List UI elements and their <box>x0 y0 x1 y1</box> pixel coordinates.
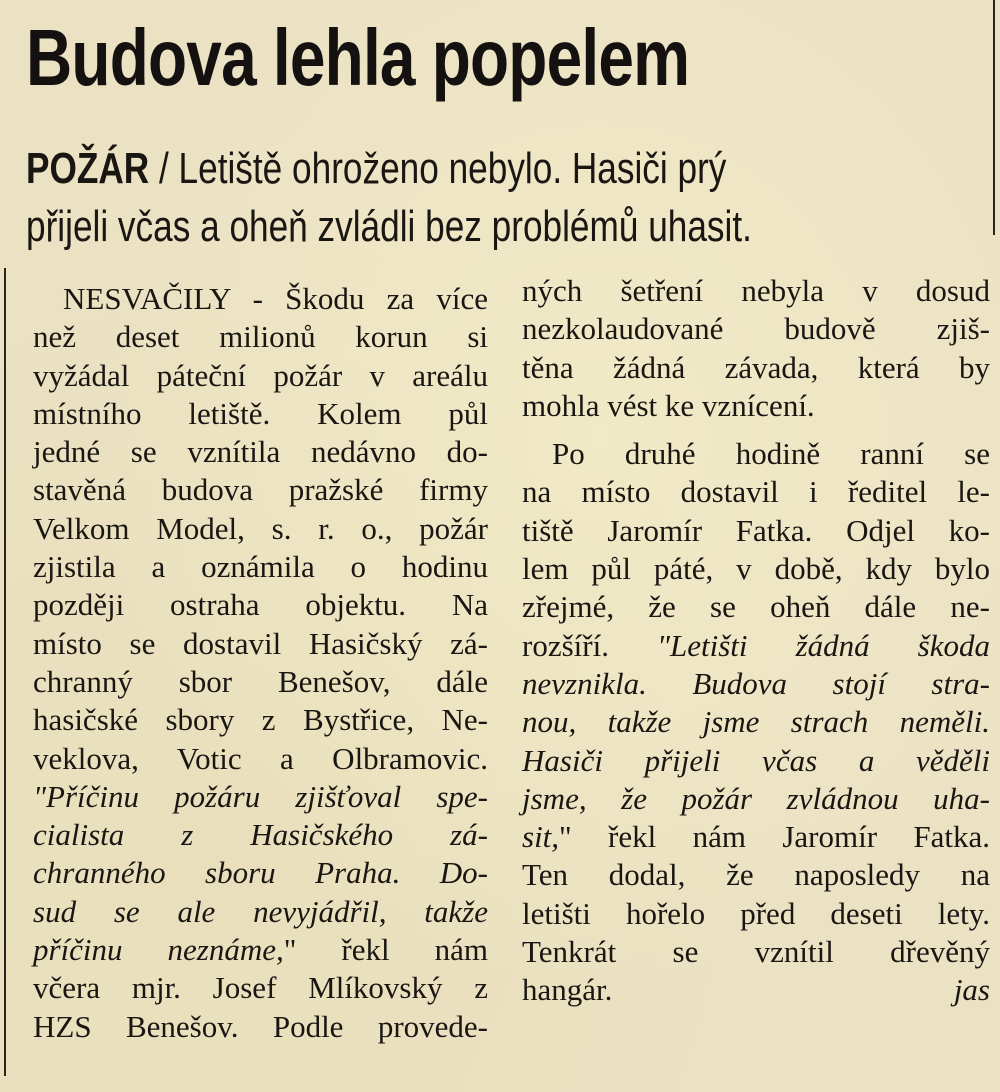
text-line: chranný sbor Benešov, dále <box>33 663 488 699</box>
text-line: Tenkrát se vznítil dřevěný <box>522 934 990 970</box>
text-line: Velkom Model, s. r. o., požár <box>33 510 488 546</box>
quote-line: nevznikla. Budova stojí stra- <box>522 665 990 701</box>
article-column-right <box>522 272 990 1010</box>
column-rule-left <box>4 268 6 1076</box>
text-line: stavěná budova pražské firmy <box>33 472 488 508</box>
text-line: než deset milionů korun si <box>33 319 488 355</box>
text-line: jedné se vznítila nedávno do- <box>33 434 488 470</box>
text-line: včera mjr. Josef Mlíkovský z <box>33 970 488 1006</box>
text-line: hangár. jas <box>522 971 990 1009</box>
column-rule-right <box>993 0 995 235</box>
quote-line: "Příčinu požáru zjišťoval spe- <box>33 778 488 814</box>
text-line: Ten dodal, že naposledy na <box>522 857 990 893</box>
kicker-separator: / <box>149 144 179 193</box>
text-line: Po druhé hodině ranní se <box>552 436 990 472</box>
text-line: příčinu neznáme," řekl nám <box>33 932 488 968</box>
quote-line: chranného sboru Praha. Do- <box>33 855 488 891</box>
text-line: zřejmé, že se oheň dále ne- <box>522 589 990 625</box>
text-line: tiště Jaromír Fatka. Odjel ko- <box>522 512 990 548</box>
text-line: těna žádná závada, která by <box>522 349 990 385</box>
quote-line: sud se ale nevyjádřil, takže <box>33 893 488 929</box>
article-column-left <box>33 280 488 1046</box>
text-line: místního letiště. Kolem půl <box>33 395 488 431</box>
text-line: lem půl páté, v době, kdy bylo <box>522 551 990 587</box>
author-signature: jas <box>953 972 990 1008</box>
quote-line: nou, takže jsme strach neměli. <box>522 704 990 740</box>
quote-line: cialista z Hasičského zá- <box>33 817 488 853</box>
quote-line: Hasiči přijeli včas a věděli <box>522 742 990 778</box>
subheadline <box>26 140 986 256</box>
text-line: sit," řekl nám Jaromír Fatka. <box>522 819 990 855</box>
text-line: HZS Benešov. Podle provede- <box>33 1008 488 1044</box>
text-line: rozšíří. "Letišti žádná škoda <box>522 627 991 663</box>
text-line: později ostraha objektu. Na <box>33 587 488 623</box>
deck-line-2: přijeli včas a oheň zvládli bez problémů uhasit. <box>26 202 752 251</box>
text-line: na místo dostavil i ředitel le- <box>522 474 990 510</box>
text-line: nezkolaudované budově zjiš- <box>522 311 990 347</box>
text-line: veklova, Votic a Olbramovic. <box>33 740 488 776</box>
kicker: POŽÁR <box>26 144 150 193</box>
text-line: letišti hořelo před deseti lety. <box>522 895 990 931</box>
deck-line-1: Letiště ohroženo nebylo. Hasiči prý <box>178 144 727 193</box>
text-line: NESVAČILY - Škodu za více <box>63 281 488 316</box>
quote-line: jsme, že požár zvládnou uha- <box>522 780 990 816</box>
text-line: zjistila a oznámila o hodinu <box>33 549 488 585</box>
text-line: mohla vést ke vznícení. <box>522 387 815 423</box>
text-line: místo se dostavil Hasičský zá- <box>33 625 488 661</box>
headline: Budova lehla popelem <box>26 13 690 102</box>
text-line: vyžádal páteční požár v areálu <box>33 357 488 393</box>
text-line: ných šetření nebyla v dosud <box>522 273 990 308</box>
text-line: hasičské sbory z Bystřice, Ne- <box>33 702 488 738</box>
